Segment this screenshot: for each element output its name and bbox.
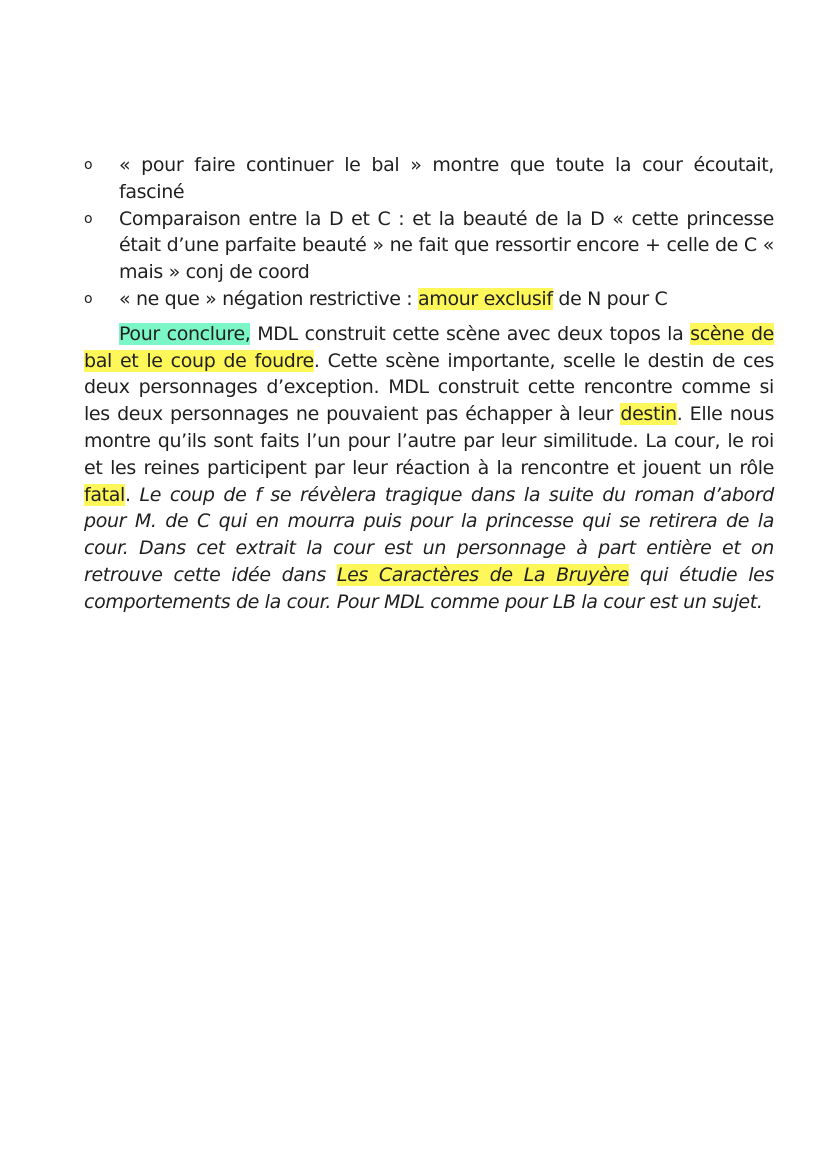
bullet-circle-icon: o bbox=[84, 290, 93, 307]
bullet-text-after: de N pour C bbox=[552, 287, 668, 310]
bullet-circle-icon: o bbox=[84, 210, 93, 227]
highlight-destin: destin bbox=[620, 403, 677, 426]
bullet-text-before: « ne que » négation restrictive : bbox=[119, 287, 419, 310]
document-content bbox=[84, 152, 774, 616]
conclusion-text: MDL construit cette scène avec deux topos la bbox=[250, 322, 691, 345]
bullet-list bbox=[84, 152, 774, 313]
bullet-text: « pour faire continuer le bal » montre que toute la cour écoutait, fasciné bbox=[119, 154, 774, 203]
conclusion-text: . bbox=[124, 483, 140, 506]
bullet-circle-icon: o bbox=[84, 157, 93, 173]
highlight-book-title: Les Caractères de La Bruyère bbox=[336, 563, 629, 586]
conclusion-text: . Cette scène importante, scelle le destin de ces deux personnages d’exception. MDL construit cette rencontre comme si les deux personnages ne pouvaient pas échapper à leur bbox=[84, 349, 775, 426]
conclusion-italic-text: Le coup de f se révèlera tragique dans la suite du roman d’abord pour M. de C qui en mourra puis pour la princesse qui se retirera de la cour. Dans cet extrait la cour est un personnage à part entière et on retrouve cette idée dans bbox=[84, 483, 774, 586]
bullet-text: Comparaison entre la D et C : et la beauté de la D « cette princesse était d’une parfaite beauté » ne fait que ressortir encore + celle de C « mais » conj de coord bbox=[119, 207, 774, 284]
highlight-amour-exclusif: amour exclusif bbox=[418, 287, 553, 310]
conclusion-text: . Elle nous montre qu’ils sont faits l’un pour l’autre par leur similitude. La cour, le roi et les reines participent par leur réaction à la rencontre et jouent un rôle bbox=[84, 403, 774, 479]
highlight-conclusion-intro: Pour conclure, bbox=[119, 322, 251, 345]
conclusion-paragraph bbox=[84, 321, 774, 616]
highlight-topos: scène de bal et le coup de foudre bbox=[84, 322, 774, 372]
list-item bbox=[84, 152, 774, 206]
list-item bbox=[84, 206, 774, 286]
highlight-fatal: fatal bbox=[84, 483, 125, 506]
list-item bbox=[84, 286, 774, 313]
conclusion-italic-text: qui étudie les comportements de la cour. Pour MDL comme pour LB la cour est un sujet. bbox=[84, 563, 775, 613]
